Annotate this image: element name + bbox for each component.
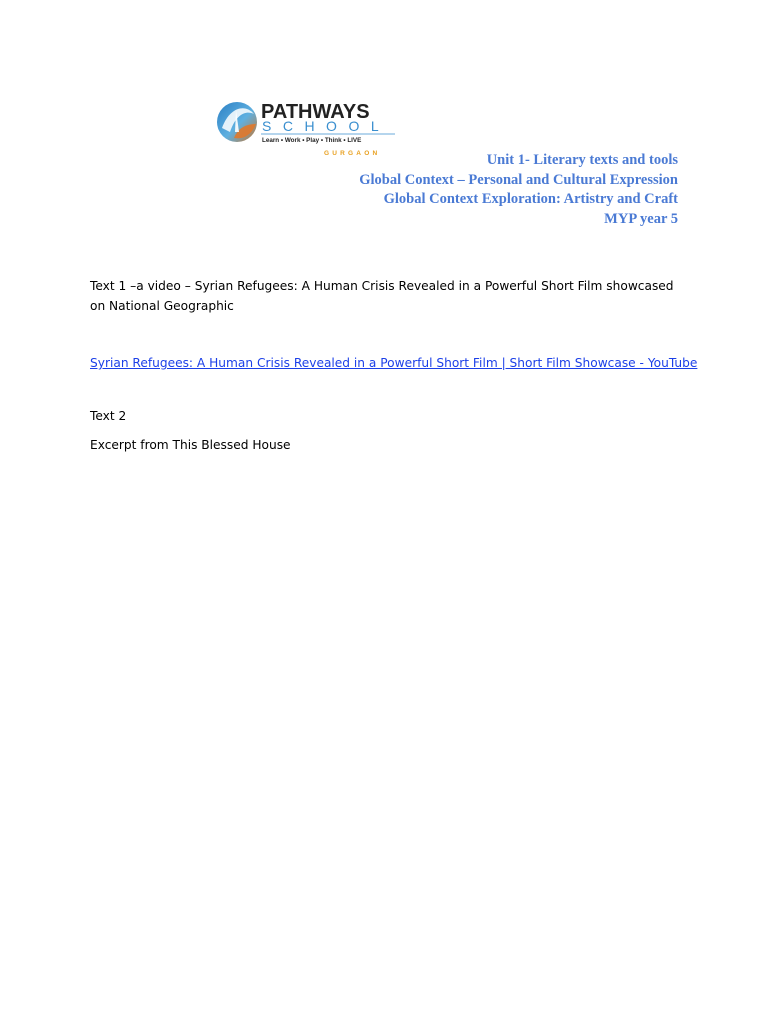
global-context: Global Context – Personal and Cultural Expression xyxy=(359,171,678,188)
globe-emblem-icon xyxy=(217,102,257,142)
unit-title: Unit 1- Literary texts and tools xyxy=(486,152,678,168)
pathways-school-logo xyxy=(216,98,398,158)
text1-description: Text 1 –a video – Syrian Refugees: A Human Crisis Revealed in a Powerful Short Film showcased on National Geographic xyxy=(90,279,674,313)
myp-year: MYP year 5 xyxy=(604,210,678,227)
text2-label: Text 2 xyxy=(90,409,127,423)
logo-name: PATHWAYS xyxy=(261,101,370,123)
logo-school: SCHOOL xyxy=(262,118,391,134)
logo-tagline: Learn • Work • Play • Think • LIVE xyxy=(262,137,362,144)
logo-location: GURGAON xyxy=(324,150,381,157)
video-link[interactable]: Syrian Refugees: A Human Crisis Revealed in a Powerful Short Film | Short Film Showcase - YouTube xyxy=(90,356,698,370)
excerpt-title: Excerpt from This Blessed House xyxy=(90,438,291,452)
unit-header xyxy=(359,151,678,229)
global-context-exploration: Global Context Exploration: Artistry and Craft xyxy=(383,191,678,207)
